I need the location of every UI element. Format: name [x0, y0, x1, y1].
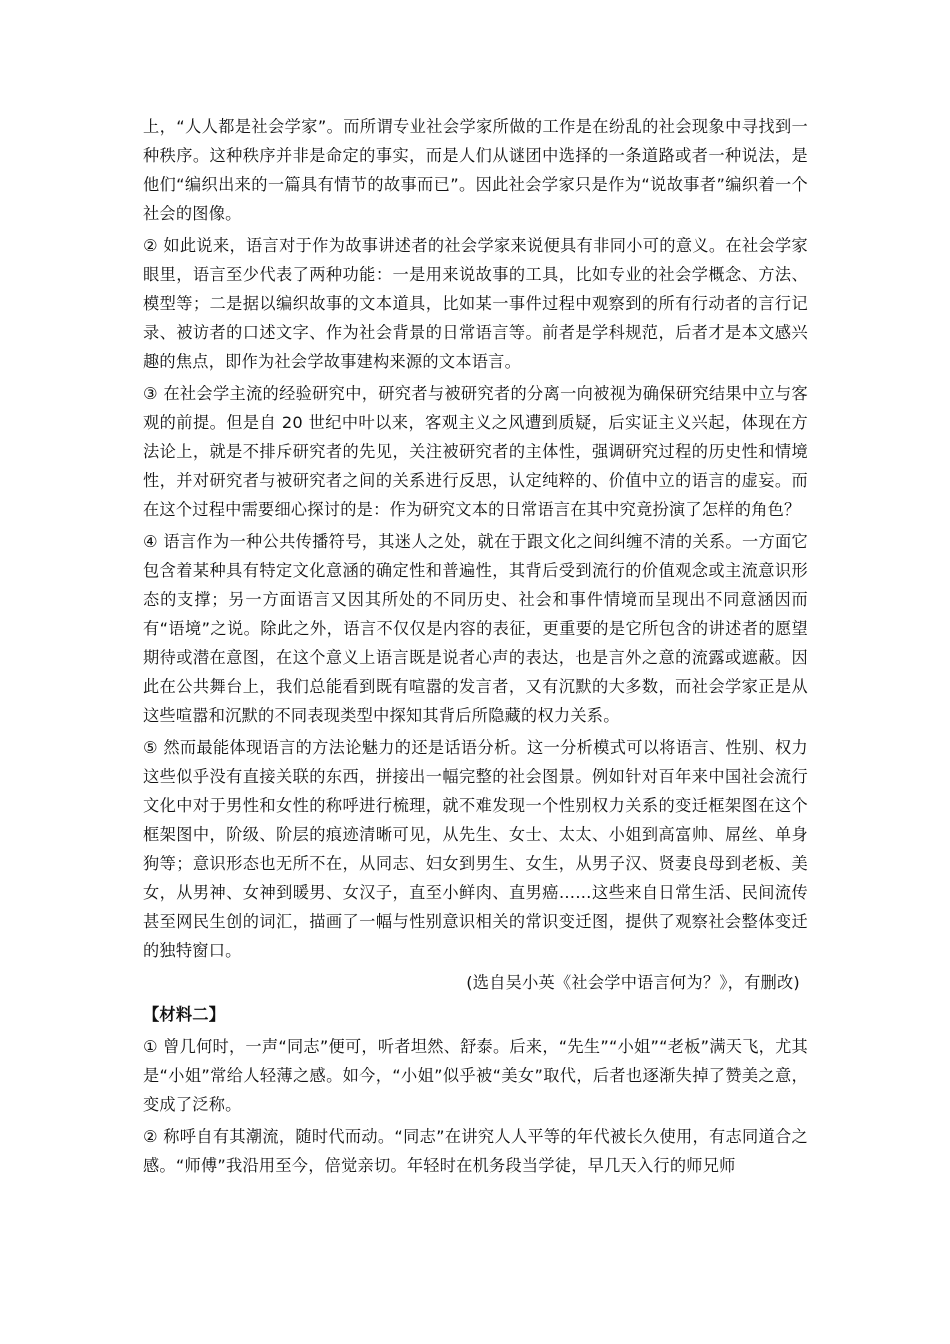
paragraph-5: ⑤ 然而最能体现语言的方法论魅力的还是话语分析。这一分析模式可以将语言、性别、权力这些似乎没有直接关联的东西，拼接出一幅完整的社会图景。例如针对百年来中国社会流行文化中对于男性和女性的称呼进行梳理，就不难发现一个性别权力关系的变迁框架图在这个框架图中，阶级、阶层的痕迹清晰可见，从先生、女士、太太、小姐到高富帅、屌丝、单身狗等；意识形态也无所不在，从同志、妇女到男生、女生，从男子汉、贤妻良母到老板、美女，从男神、女神到暖男、女汉子，直至小鲜肉、直男癌……这些来自日常生活、民间流传甚至网民生创的词汇，描画了一幅与性别意识相关的常识变迁图，提供了观察社会整体变迁的独特窗口。 [143, 738, 808, 960]
material-2-paragraph-2: ② 称呼自有其潮流，随时代而动。“同志”在讲究人人平等的年代被长久使用，有志同道合之感。“师傅”我沿用至今，倍觉亲切。年轻时在机务段当学徒，早几天入行的师兄师 [143, 1127, 808, 1175]
paragraph-2: ② 如此说来，语言对于作为故事讲述者的社会学家来说便具有非同小可的意义。在社会学家眼里，语言至少代表了两种功能：一是用来说故事的工具，比如专业的社会学概念、方法、模型等；二是据以编织故事的文本道具，比如某一事件过程中观察到的所有行动者的言行记录、被访者的口述文字、作为社会背景的日常语言等。前者是学科规范，后者才是本文感兴趣的焦点，即作为社会学故事建构来源的文本语言。 [143, 236, 808, 371]
source-citation: (选自吴小英《社会学中语言何为？》，有删改) [466, 973, 800, 992]
paragraph-3: ③ 在社会学主流的经验研究中，研究者与被研究者的分离一向被视为确保研究结果中立与客观的前提。但是自 20 世纪中叶以来，客观主义之风遭到质疑，后实证主义兴起，体现在方法论上，就是不排斥研究者的先见，关注被研究者的主体性，强调研究过程的历史性和情境性，并对研究者与被研究者之间的关系进行反思，认定纯粹的、价值中立的语言的虚妄。而在这个过程中需要细心探讨的是：作为研究文本的日常语言在其中究竟扮演了怎样的角色？ [143, 384, 808, 519]
material-2-paragraph-1: ① 曾几何时，一声“同志”便可，听者坦然、舒泰。后来，“先生”“小姐”“老板”满天飞，尤其是“小姐”常给人轻薄之感。如今，“小姐”似乎被“美女”取代，后者也逐渐失掉了赞美之意，变成了泛称。 [143, 1037, 808, 1114]
document-body [143, 112, 808, 1183]
paragraph-4: ④ 语言作为一种公共传播符号，其迷人之处，就在于跟文化之间纠缠不清的关系。一方面它包含着某种具有特定文化意涵的确定性和普遍性，其背后受到流行的价值观念或主流意识形态的支撑；另一方面语言又因其所处的不同历史、社会和事件情境而呈现出不同意涵因而有“语境”之说。除此之外，语言不仅仅是内容的表征，更重要的是它所包含的讲述者的愿望期待或潜在意图，在这个意义上语言既是说者心声的表达，也是言外之意的流露或遮蔽。因此在公共舞台上，我们总能看到既有喧嚣的发言者，又有沉默的大多数，而社会学家正是从这些喧嚣和沉默的不同表现类型中探知其背后所隐藏的权力关系。 [143, 532, 808, 725]
section-heading-material-2: 【材料二】 [143, 1005, 226, 1024]
paragraph-continuation: 上，“人人都是社会学家”。而所谓专业社会学家所做的工作是在纷乱的社会现象中寻找到一种秩序。这种秩序并非是命定的事实，而是人们从谜团中选择的一条道路或者一种说法，是他们“编织出来的一篇具有情节的故事而已”。因此社会学家只是作为“说故事者”编织着一个社会的图像。 [143, 117, 808, 223]
